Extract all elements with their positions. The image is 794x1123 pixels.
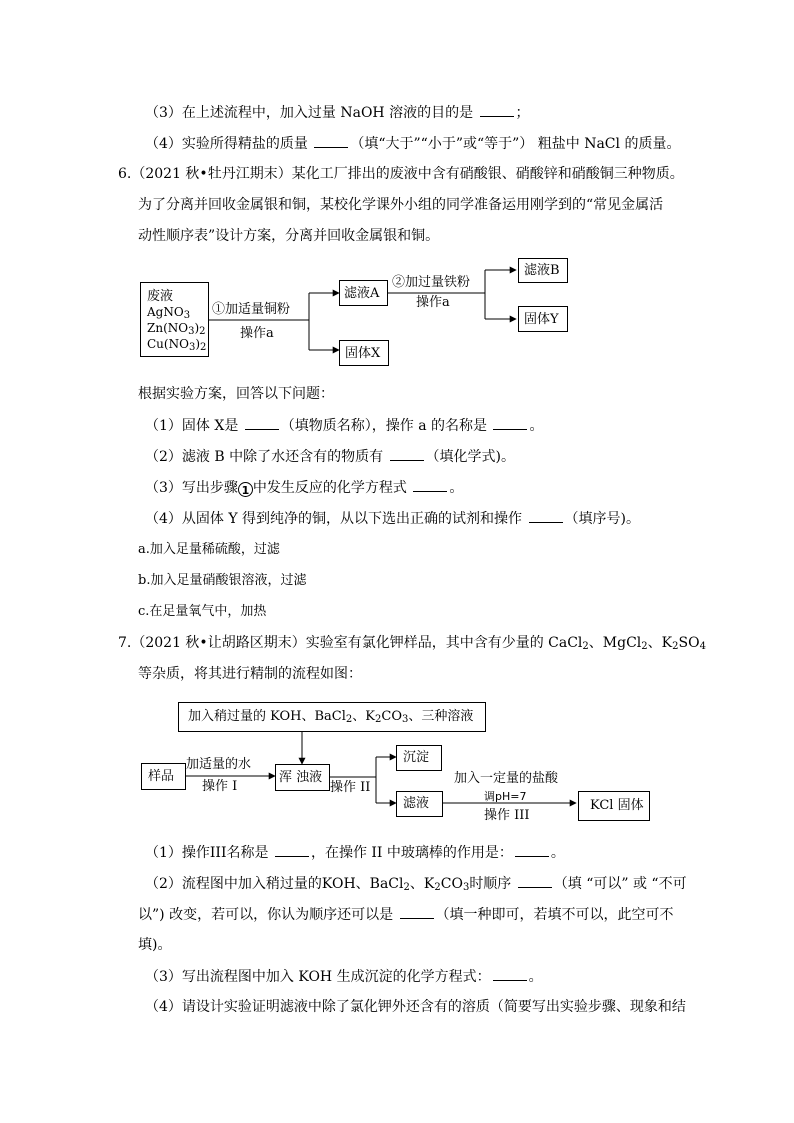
step1-operation: 操作a — [240, 326, 274, 341]
q6-stem-line3: 动性顺序表”设计方案，分离并回收金属银和铜。 — [138, 228, 440, 244]
q5-part4: （4）实验所得精盐的质量 （填“大于”“小于”或“等于”） 粗盐中 NaCl 的质量。 — [145, 136, 681, 152]
q7-part2-line2: 以”) 改变，若可以，你认为顺序还可以是 （填一种即可，若填不可以，此空可不 — [138, 907, 674, 923]
q6-part2: （2）滤液 B 中除了水还含有的物质有 （填化学式)。 — [145, 449, 516, 465]
waste-zn: $Zn(NO_3)_2$ — [147, 321, 206, 337]
q7-stem-line2: 等杂质，将其进行精制的流程如图： — [138, 666, 362, 682]
solid-y-label: 固体Y — [524, 312, 559, 327]
q7-part1: （1）操作III名称是 ，在操作 II 中玻璃棒的作用是： 。 — [145, 845, 565, 861]
q7-part2-line3: 填)。 — [138, 937, 172, 953]
reagents-label: 加入稍过量的 KOH、BaCl$_2$、$K_2CO_3$、三种溶液 — [188, 709, 474, 725]
q6-option-b: b.加入足量硝酸银溶液，过滤 — [138, 573, 307, 588]
step-1-circle-icon: 1 — [238, 482, 253, 497]
q7-stem-line1: 7.（2021 秋•让胡路区期末）实验室有氯化钾样品，其中含有少量的 CaCl$_2$、MgCl$_2$、$K_2SO_4$ — [118, 635, 706, 652]
filtrate-b-label: 滤液B — [524, 263, 560, 278]
filtrate-a-label: 滤液A — [344, 286, 380, 301]
waste-title: 废液 — [147, 289, 174, 304]
q6-part4: （4）从固体 Y 得到纯净的铜，从以下选出正确的试剂和操作 （填序号)。 — [145, 511, 640, 527]
step1-label: ①加适量铜粉 — [212, 302, 291, 317]
step2-label: ②加过量铁粉 — [392, 275, 471, 290]
q6-intro: 根据实验方案，回答以下问题： — [138, 386, 334, 402]
answer-blank[interactable] — [400, 906, 434, 919]
q6-stem-line2: 为了分离并回收金属银和铜，某校化学课外小组的同学准备运用刚学到的“常见金属活 — [138, 197, 664, 213]
step2-operation: 操作a — [416, 295, 450, 310]
q7-part3: （3）写出流程图中加入 KOH 生成沉淀的化学方程式： 。 — [145, 969, 543, 985]
waste-agno3: AgNO$_3$ — [147, 305, 191, 321]
q6-part1: （1）固体 X是 （填物质名称），操作 a 的名称是 。 — [145, 418, 544, 434]
op1-label: 操作 I — [202, 779, 238, 794]
answer-blank[interactable] — [518, 875, 552, 888]
q7-part2-line1: （2）流程图中加入稍过量的KOH、BaCl$_2$、$K_2CO_3$时顺序 （填 “可以” 或 “不可 — [145, 876, 687, 893]
q6-option-a: a.加入足量稀硫酸，过滤 — [138, 542, 280, 557]
sample-label: 样品 — [148, 769, 175, 784]
q5-part3: （3）在上述流程中，加入过量 NaOH 溶液的目的是 ； — [145, 105, 530, 121]
q6-option-c: c.在足量氧气中，加热 — [138, 604, 267, 619]
ph-label: 调pH=7 — [484, 790, 527, 803]
q6-part3: （3）写出步骤 1 中发生反应的化学方程式 。 — [145, 480, 464, 497]
answer-blank[interactable] — [515, 844, 549, 857]
op2-label: 操作 II — [330, 780, 371, 795]
water-label: 加适量的水 — [186, 757, 252, 772]
kcl-solid-label: KCl 固体 — [590, 798, 644, 813]
filtrate-label: 滤液 — [403, 796, 430, 811]
waste-cu: $Cu(NO_3)_2$ — [147, 337, 207, 353]
q6-stem-line1: 6.（2021 秋•牡丹江期末）某化工厂排出的废液中含有硝酸银、硝酸锌和硝酸铜三种物质。 — [118, 166, 684, 182]
acid-label: 加入一定量的盐酸 — [454, 771, 559, 786]
precipitate-label: 沉淀 — [403, 750, 430, 765]
answer-blank[interactable] — [493, 968, 527, 981]
solid-x-label: 固体X — [345, 346, 381, 361]
q7-part4: （4）请设计实验证明滤液中除了氯化钾外还含有的溶质（简要写出实验步骤、现象和结 — [145, 999, 686, 1015]
answer-blank[interactable] — [275, 844, 309, 857]
op3-label: 操作 III — [484, 808, 530, 823]
turbid-label: 浑 浊液 — [279, 770, 323, 785]
